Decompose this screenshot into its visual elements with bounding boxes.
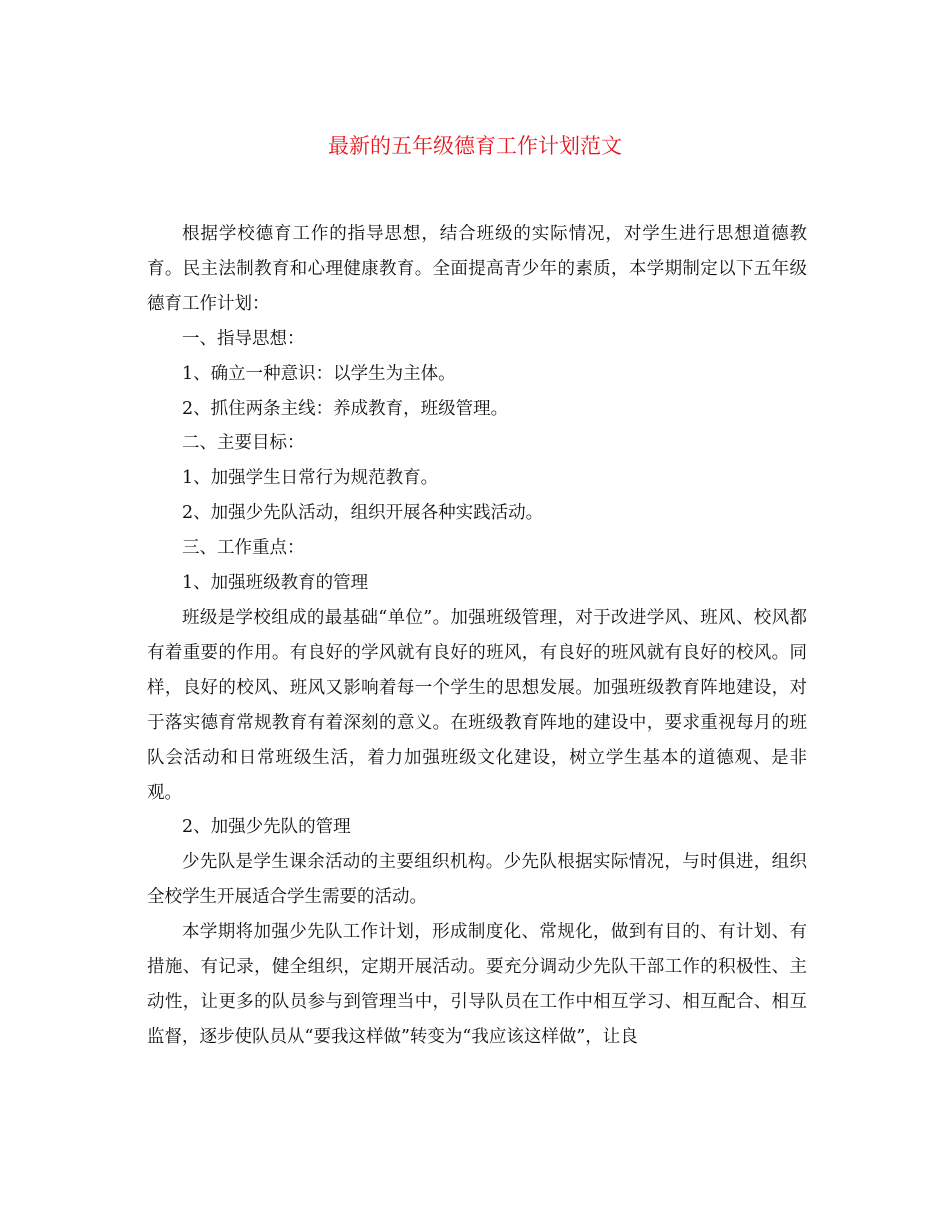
document-body	[147, 217, 807, 1055]
heading-guiding-ideology: 一、指导思想：	[182, 328, 305, 349]
paragraph-young-pioneers: 少先队是学生课余活动的主要组织机构。少先队根据实际情况，与时俱进，组织全校学生开展适合学生需要的活动。	[147, 852, 807, 908]
list-item: 1、加强学生日常行为规范教育。	[182, 468, 439, 489]
subheading-class-management: 1、加强班级教育的管理	[182, 573, 369, 594]
list-item: 1、确立一种意识：以学生为主体。	[182, 363, 456, 384]
list-item: 2、抓住两条主线：养成教育，班级管理。	[182, 398, 509, 419]
document-title: 最新的五年级德育工作计划范文	[328, 134, 622, 158]
list-item: 2、加强少先队活动，组织开展各种实践活动。	[182, 503, 544, 524]
heading-work-focus: 三、工作重点：	[182, 538, 305, 559]
heading-main-goals: 二、主要目标：	[182, 433, 305, 454]
paragraph-semester-plan: 本学期将加强少先队工作计划，形成制度化、常规化，做到有目的、有计划、有措施、有记录，健全组织，定期开展活动。要充分调动少先队干部工作的积极性、主动性，让更多的队员参与到管理当中，引导队员在工作中相互学习、相互配合、相互监督，逐步使队员从“要我这样做”转变为“我应该这样做”，让良	[147, 922, 807, 1047]
subheading-young-pioneers: 2、加强少先队的管理	[182, 817, 351, 838]
paragraph-intro: 根据学校德育工作的指导思想，结合班级的实际情况，对学生进行思想道德教育。民主法制教育和心理健康教育。全面提高青少年的素质，本学期制定以下五年级德育工作计划：	[147, 224, 807, 314]
paragraph-class-management: 班级是学校组成的最基础“单位”。加强班级管理，对于改进学风、班风、校风都有着重要的作用。有良好的学风就有良好的班风，有良好的班风就有良好的校风。同样，良好的校风、班风又影响着每一个学生的思想发展。加强班级教育阵地建设，对于落实德育常规教育有着深刻的意义。在班级教育阵地的建设中，要求重视每月的班队会活动和日常班级生活，着力加强班级文化建设，树立学生基本的道德观、是非观。	[147, 607, 807, 803]
